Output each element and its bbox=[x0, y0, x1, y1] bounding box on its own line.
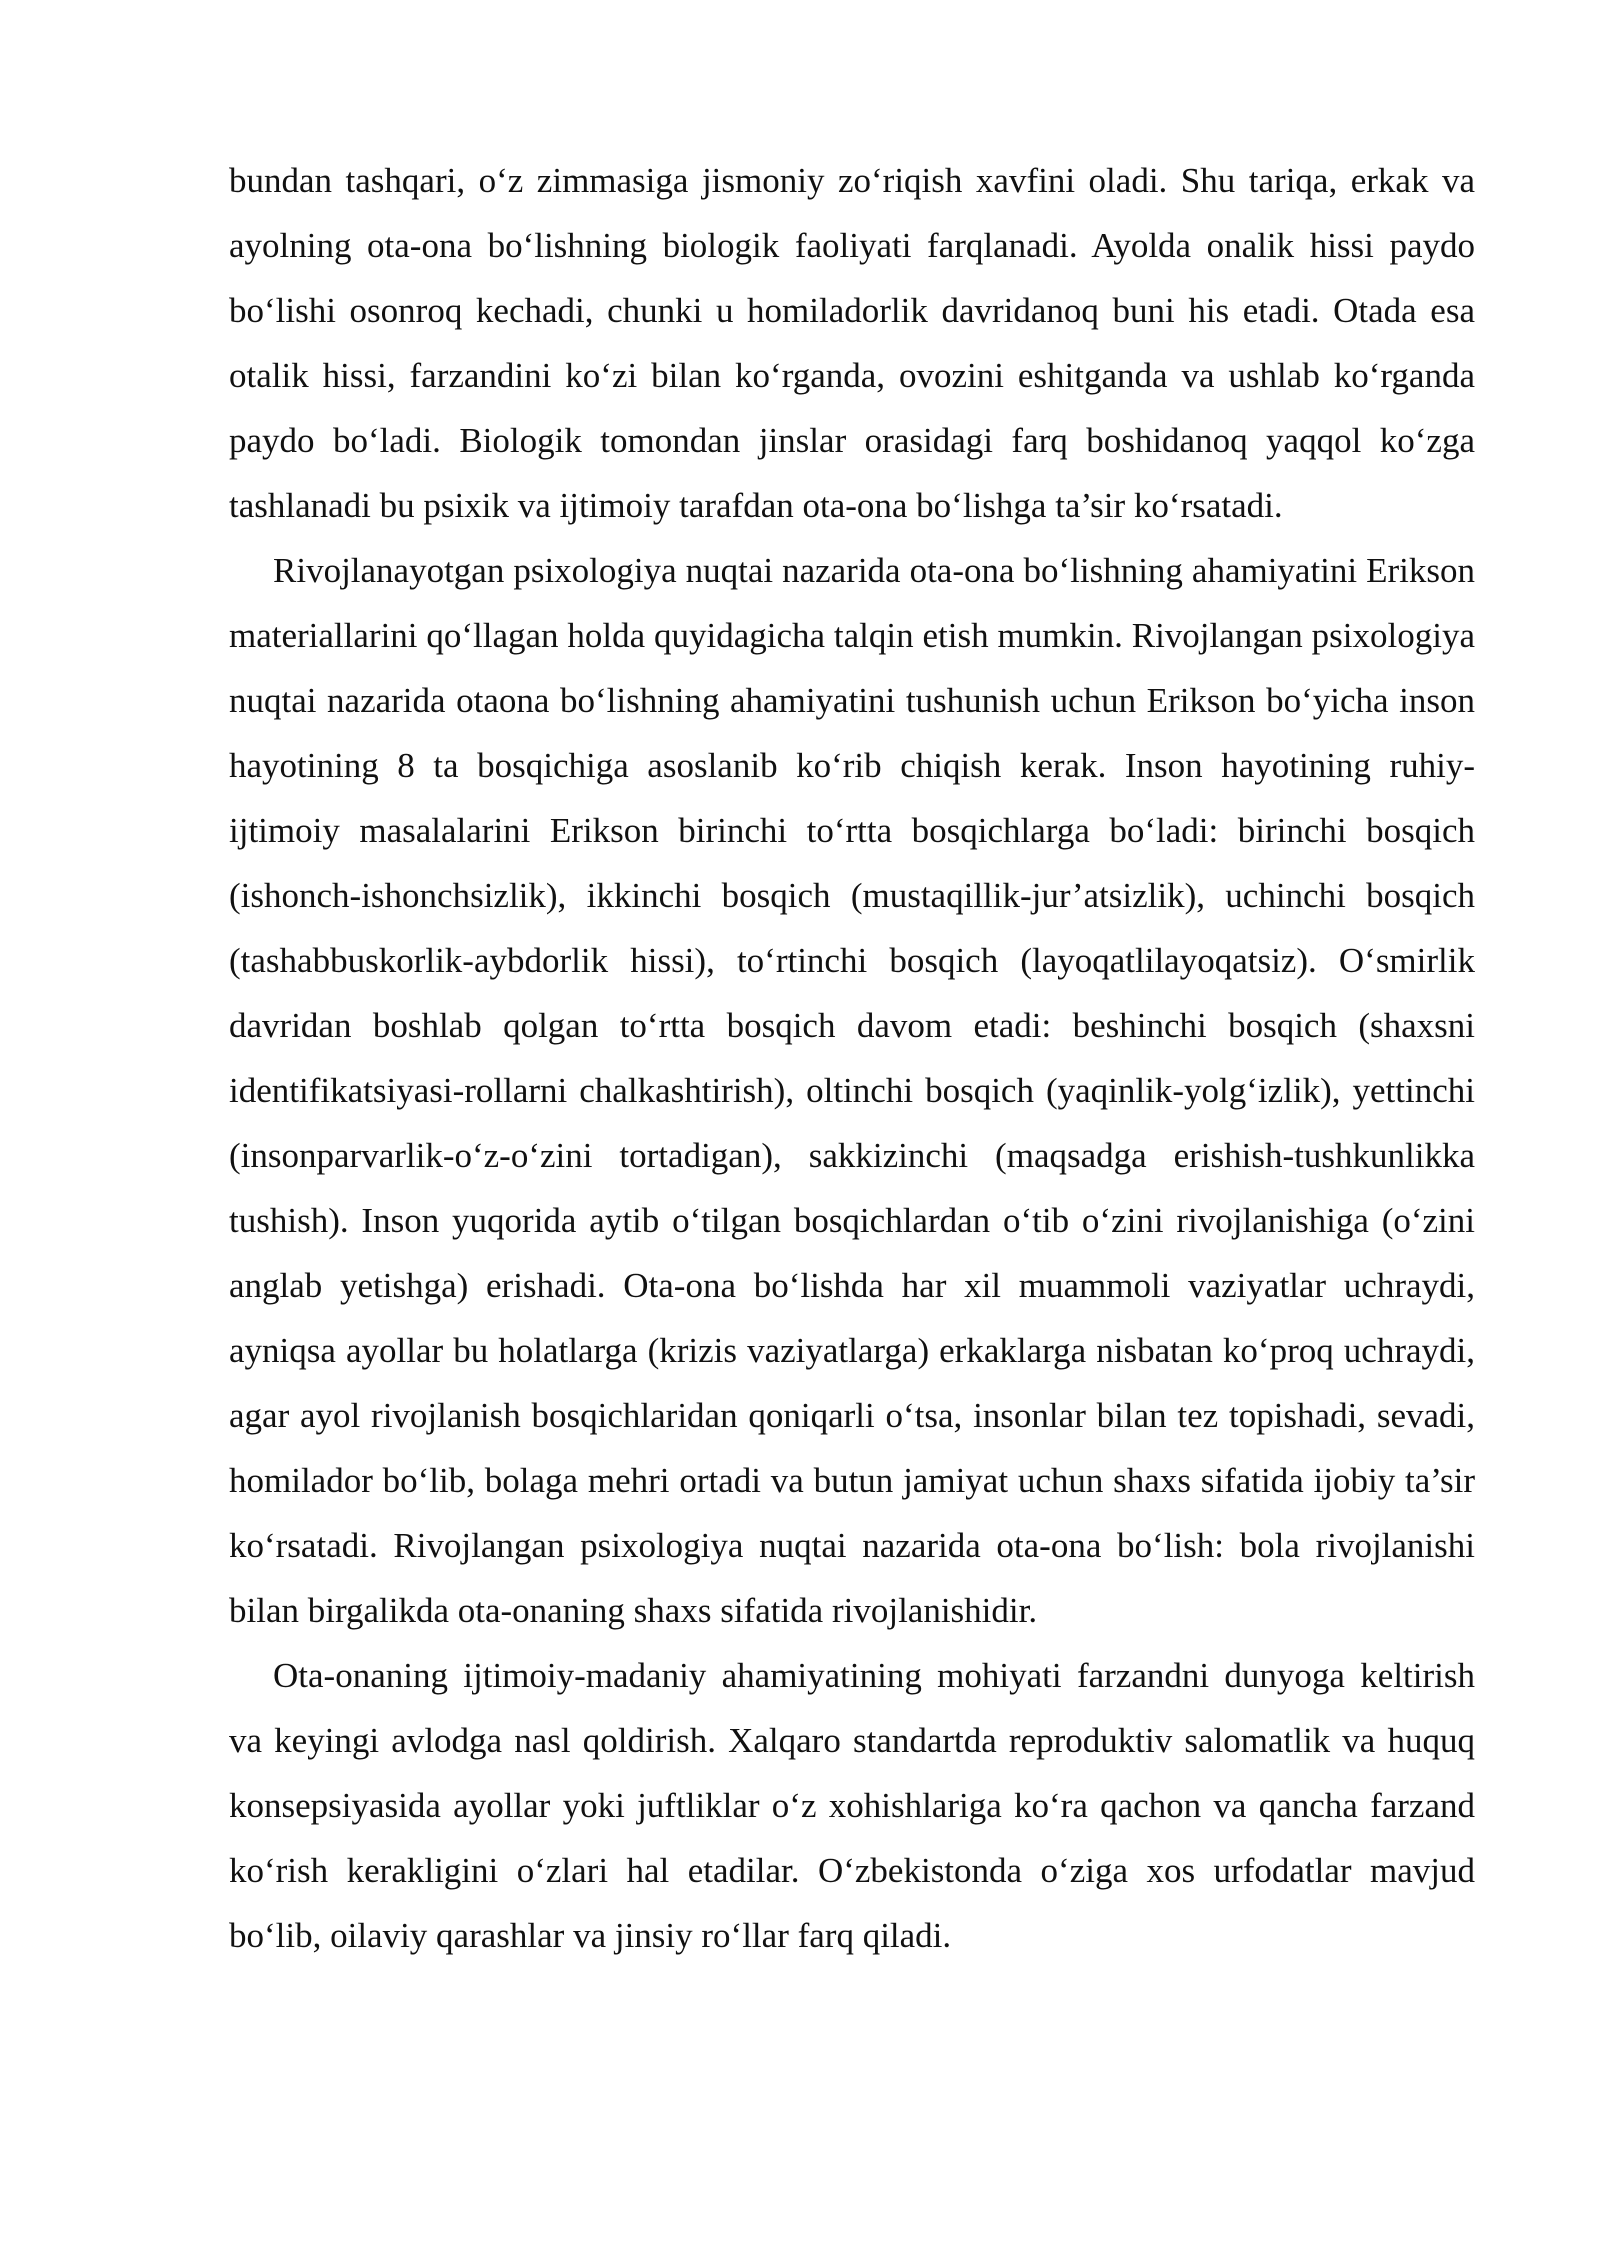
paragraph-2: Rivojlanayotgan psixologiya nuqtai nazarida ota-ona bo‘lishning ahamiyatini Erikson materiallarini qo‘llagan holda quyidagicha talqin etish mumkin. Rivojlangan psixologiya nuqtai nazarida otaona bo‘lishning ahamiyatini tushunish uchun Erikson bo‘yicha inson hayotining 8 ta bosqichiga asoslanib ko‘rib chiqish kerak. Inson hayotining ruhiy-ijtimoiy masalalarini Erikson birinchi to‘rtta bosqichlarga bo‘ladi: birinchi bosqich (ishonch-ishonchsizlik), ikkinchi bosqich (mustaqillik-jur’atsizlik), uchinchi bosqich (tashabbuskorlik-aybdorlik hissi), to‘rtinchi bosqich (layoqatlilayoqatsiz). O‘smirlik davridan boshlab qolgan to‘rtta bosqich davom etadi: beshinchi bosqich (shaxsni identifikatsiyasi-rollarni chalkashtirish), oltinchi bosqich (yaqinlik-yolg‘izlik), yettinchi (insonparvarlik-o‘z-o‘zini tortadigan), sakkizinchi (maqsadga erishish-tushkunlikka tushish). Inson yuqorida aytib o‘tilgan bosqichlardan o‘tib o‘zini rivojlanishiga (o‘zini anglab yetishga) erishadi. Ota-ona bo‘lishda har xil muammoli vaziyatlar uchraydi, ayniqsa ayollar bu holatlarga (krizis vaziyatlarga) erkaklarga nisbatan ko‘proq uchraydi, agar ayol rivojlanish bosqichlaridan qoniqarli o‘tsa, insonlar bilan tez topishadi, sevadi, homilador bo‘lib, bolaga mehri ortadi va butun jamiyat uchun shaxs sifatida ijobiy ta’sir ko‘rsatadi. Rivojlangan psixologiya nuqtai nazarida ota-ona bo‘lish: bola rivojlanishi bilan birgalikda ota-onaning shaxs sifatida rivojlanishidir. bbox=[229, 551, 1475, 1630]
document-body bbox=[229, 148, 1475, 1968]
paragraph-1: bundan tashqari, o‘z zimmasiga jismoniy zo‘riqish xavfini oladi. Shu tariqa, erkak va ayolning ota-ona bo‘lishning biologik faoliyati farqlanadi. Ayolda onalik hissi paydo bo‘lishi osonroq kechadi, chunki u homiladorlik davridanoq buni his etadi. Otada esa otalik hissi, farzandini ko‘zi bilan ko‘rganda, ovozini eshitganda va ushlab ko‘rganda paydo bo‘ladi. Biologik tomondan jinslar orasidagi farq boshidanoq yaqqol ko‘zga tashlanadi bu psixik va ijtimoiy tarafdan ota-ona bo‘lishga ta’sir ko‘rsatadi. bbox=[229, 161, 1475, 525]
paragraph-3: Ota-onaning ijtimoiy-madaniy ahamiyatining mohiyati farzandni dunyoga keltirish va keyingi avlodga nasl qoldirish. Xalqaro standartda reproduktiv salomatlik va huquq konsepsiyasida ayollar yoki juftliklar o‘z xohishlariga ko‘ra qachon va qancha farzand ko‘rish kerakligini o‘zlari hal etadilar. O‘zbekistonda o‘ziga xos urfodatlar mavjud bo‘lib, oilaviy qarashlar va jinsiy ro‘llar farq qiladi. bbox=[229, 1656, 1475, 1955]
